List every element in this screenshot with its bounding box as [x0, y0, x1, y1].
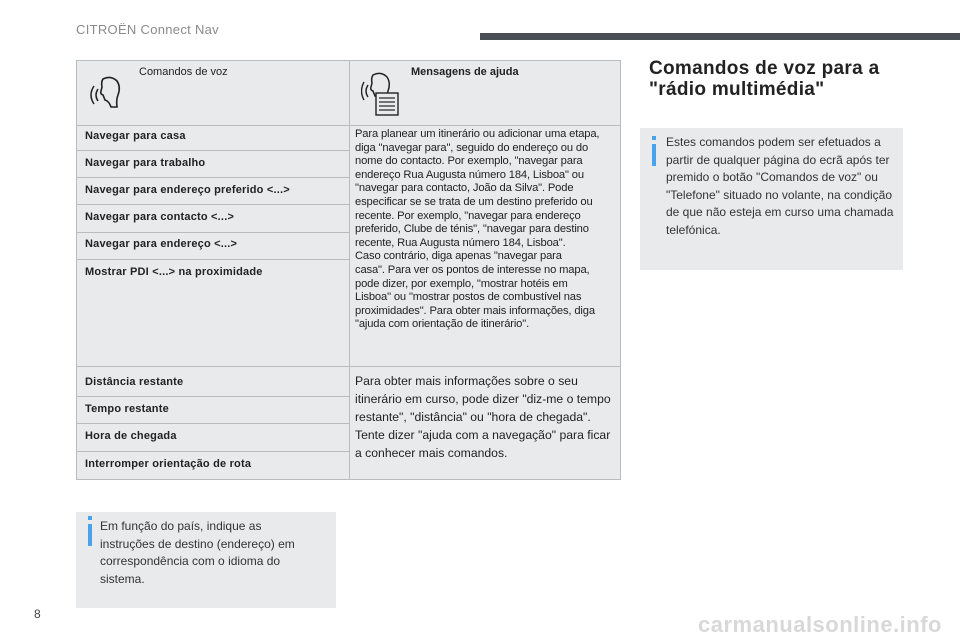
row-divider	[77, 177, 349, 178]
section-title: Comandos de voz para a "rádio multimédia"	[649, 58, 880, 100]
command-navigate-address: Navegar para endereço <...>	[85, 238, 238, 250]
command-remaining-distance: Distância restante	[85, 376, 184, 388]
row-divider	[77, 423, 349, 424]
row-divider	[77, 150, 349, 151]
command-navigate-preferred: Navegar para endereço preferido <...>	[85, 184, 290, 196]
command-remaining-time: Tempo restante	[85, 403, 169, 415]
command-navigate-work: Navegar para trabalho	[85, 157, 206, 169]
watermark: carmanualsonline.info	[698, 612, 942, 637]
info-note-country	[76, 512, 336, 608]
info-icon	[652, 144, 656, 166]
help-text-navigation: Para planear um itinerário ou adicionar uma etapa, diga "navegar para", seguido do endereço ou do nome do contacto. Por exemplo, "navegar para endereço Rua Augusta número 184, Lisboa" ou "navegar para contacto, João da Silva". Pode especificar se se trata de um destino preferido ou recente. Por exemplo, "navegar para endereço preferido, Clube de ténis", "navegar para destino recente, Rua Augusta número 184, Lisboa". Caso contrário, diga apenas "navegar para casa". Para ver os pontos de interesse no mapa, pode dizer, por exemplo, "mostrar hotéis em Lisboa" ou "mostrar postos de combustível nas proximidades". Para obter mais informações, diga "ajuda com orientação de itinerário".	[355, 128, 600, 331]
info-icon	[88, 524, 92, 546]
row-divider	[77, 232, 349, 233]
group-divider	[77, 366, 620, 367]
row-divider	[77, 451, 349, 452]
header-bar	[480, 33, 960, 40]
command-show-poi: Mostrar PDI <...> na proximidade	[85, 266, 263, 278]
info-note-text: Em função do país, indique as instruções de destino (endereço) em correspondência com o idioma do sistema.	[100, 519, 295, 586]
help-text-route-info: Para obter mais informações sobre o seu itinerário em curso, pode dizer "diz-me o tempo restante", "distância" ou "hora de chegada". Tente dizer "ajuda com a navegação" para ficar a conhecer mais comandos.	[355, 374, 611, 460]
row-divider	[77, 396, 349, 397]
command-stop-guidance: Interromper orientação de rota	[85, 458, 252, 470]
column-header-commands: Comandos de voz	[139, 66, 228, 78]
command-navigate-contact: Navegar para contacto <...>	[85, 211, 235, 223]
command-navigate-home: Navegar para casa	[85, 130, 186, 142]
command-arrival-time: Hora de chegada	[85, 430, 177, 442]
document-header-title: CITROËN Connect Nav	[76, 22, 219, 37]
column-header-help: Mensagens de ajuda	[411, 66, 519, 78]
voice-commands-table	[76, 60, 621, 480]
page-number: 8	[34, 607, 41, 621]
row-divider	[77, 204, 349, 205]
voice-command-icon	[89, 73, 123, 113]
info-note-radio	[640, 128, 903, 270]
header-divider	[77, 125, 620, 126]
column-divider	[349, 61, 350, 479]
row-divider	[77, 259, 349, 260]
info-note-radio-text: Estes comandos podem ser efetuados a partir de qualquer página do ecrã após ter premido o botão "Comandos de voz" ou "Telefone" situado no volante, na condição de que não esteja em curso uma chamada telefónica.	[666, 135, 894, 237]
voice-help-messages-icon	[361, 71, 401, 117]
